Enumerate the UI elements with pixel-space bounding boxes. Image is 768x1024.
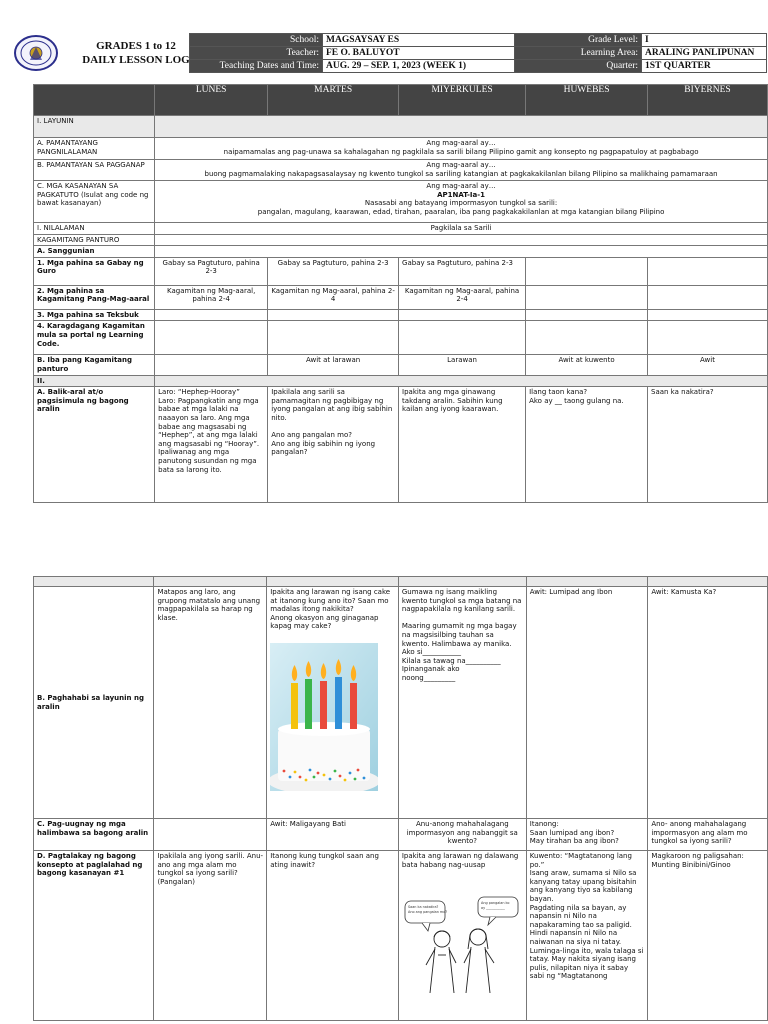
pag-uugnay-biyernes: Ano- anong mahahalagang impormasyon ang alam mo tungkol sa iyong sarili? — [648, 819, 768, 851]
sanggunian-label: A. Sanggunian — [34, 246, 155, 258]
continued-martes — [267, 577, 399, 587]
area-label: Learning Area: — [515, 47, 642, 60]
kagamitan-mag-martes: Kagamitan ng Mag-aaral, pahina 2-4 — [268, 285, 399, 309]
gabay-biyernes — [648, 257, 768, 285]
layunin-row — [34, 116, 768, 138]
pagtalakay-miyerkules-cell — [398, 851, 526, 1021]
pamantayang-label: A. PAMANTAYANG PANGNILALAMAN — [34, 138, 155, 160]
iba-biyernes: Awit — [648, 355, 768, 375]
bubble-left-line2: Ano ang pangalan mo? — [407, 910, 447, 915]
pagtalakay-martes: Itanong kung tungkol saan ang ating inawit? — [267, 851, 399, 1021]
day-huwebes: HUWEBES — [526, 85, 648, 116]
log-title-line2: DAILY LESSON LOG — [82, 54, 190, 66]
dates-value: AUG. 29 – SEP. 1, 2023 (WEEK 1) — [323, 60, 515, 73]
paghahabi-huwebes: Awit: Lumipad ang Ibon — [526, 587, 648, 819]
bubble-right-line1: Ang pangalan ko — [480, 901, 510, 906]
kagamitan-row — [34, 234, 768, 246]
paghahabi-miyerkules: Gumawa ng isang maikling kwento tungkol sa mga batang na nagpapakilala ng kanilang sarili. Maaring gumamit ng mga bagay na magsisilbing tauhan sa kwento. Halimbawa ay manika. Ako si___________ Kilala sa tawag na__________ Ipinanganak ako noong_________ — [398, 587, 526, 819]
karagdagang-lunes — [155, 321, 268, 355]
continued-biyernes — [648, 577, 768, 587]
section-ii-label: II. — [34, 375, 155, 387]
paghahabi-lunes: Matapos ang laro, ang grupong matatalo ang unang magpapakilala sa harap ng klase. — [154, 587, 267, 819]
kagamitan-mag-miyerkules: Kagamitan ng Mag-aaral, pahina 2-4 — [399, 285, 526, 309]
deped-seal-icon — [14, 35, 58, 71]
layunin-label: I. LAYUNIN — [34, 116, 155, 138]
birthday-cake-image — [270, 643, 378, 791]
pagganap-row — [34, 160, 768, 181]
kagamitan-mag-lunes: Kagamitan ng Mag-aaral, pahina 2-4 — [155, 285, 268, 309]
karagdagang-row — [34, 321, 768, 355]
pag-uugnay-label: C. Pag-uugnay ng mga halimbawa sa bagong aralin — [34, 819, 154, 851]
pagtalakay-lunes: Ipakilala ang iyong sarili. Anu-ano ang mga alam mo tungkol sa iyong sarili? (Pangalan) — [154, 851, 267, 1021]
lesson-log-table-continued — [33, 576, 768, 1021]
gabay-label: 1. Mga pahina sa Gabay ng Guro — [34, 257, 155, 285]
gabay-miyerkules: Gabay sa Pagtuturo, pahina 2-3 — [399, 257, 526, 285]
kagamitan-label: KAGAMITANG PANTURO — [34, 234, 155, 246]
school-label: School: — [190, 34, 323, 47]
balik-row — [34, 387, 768, 503]
paghahabi-martes-cell — [267, 587, 399, 819]
iba-martes: Awit at larawan — [268, 355, 399, 375]
paghahabi-row — [34, 587, 768, 819]
day-martes: MARTES — [268, 85, 399, 116]
karagdagang-martes — [268, 321, 399, 355]
nilalaman-row — [34, 223, 768, 235]
pag-uugnay-row — [34, 819, 768, 851]
iba-lunes — [155, 355, 268, 375]
pag-uugnay-martes: Awit: Maligayang Bati — [267, 819, 399, 851]
teksbuk-miyerkules — [399, 309, 526, 321]
pagtalakay-biyernes: Magkaroon ng paligsahan: Munting Binibini/Ginoo — [648, 851, 768, 1021]
gabay-martes: Gabay sa Pagtuturo, pahina 2-3 — [268, 257, 399, 285]
pagganap-label: B. PAMANTAYAN SA PAGGANAP — [34, 160, 155, 181]
section-ii-row — [34, 375, 768, 387]
iba-huwebes: Awit at kuwento — [526, 355, 648, 375]
kasanayan-note: (Isulat ang code ng bawat kasanayan) — [37, 190, 149, 208]
kasanayan-line1: Ang mag-aaral ay… — [426, 182, 496, 190]
quarter-label: Quarter: — [515, 60, 642, 73]
teksbuk-huwebes — [526, 309, 648, 321]
kasanayan-text — [155, 181, 768, 223]
continued-header-row — [34, 577, 768, 587]
kagamitan-mag-row — [34, 285, 768, 309]
area-value: ARALING PANLIPUNAN — [642, 47, 767, 60]
balik-martes: Ipakilala ang sarili sa pamamagitan ng pagbibigay ng iyong pangalan at ang ibig sabihin nito. Ano ang pangalan mo? Ano ang ibig sabihin ng iyong pangalan? — [268, 387, 399, 503]
balik-biyernes: Saan ka nakatira? — [648, 387, 768, 503]
teacher-value: FE O. BALUYOT — [323, 47, 515, 60]
day-lunes: LUNES — [155, 85, 268, 116]
log-title-line1: GRADES 1 to 12 — [96, 40, 176, 52]
pag-uugnay-lunes — [154, 819, 267, 851]
pagganap-text: Ang mag-aaral ay… buong pagmamalaking nakapagsasalaysay ng kwento tungkol sa sariling katangian at pagkakakilanlan bilang Pilipino sa malikhaing pamamaraan — [155, 160, 768, 181]
iba-row — [34, 355, 768, 375]
header — [14, 33, 768, 73]
corner-cell — [34, 85, 155, 116]
paghahabi-label: B. Paghahabi sa layunin ng aralin — [34, 587, 154, 819]
quarter-value: 1ST QUARTER — [642, 60, 767, 73]
teacher-label: Teacher: — [190, 47, 323, 60]
layunin-fill — [155, 116, 768, 138]
teksbuk-martes — [268, 309, 399, 321]
iba-miyerkules: Larawan — [399, 355, 526, 375]
karagdagang-label: 4. Karagdagang Kagamitan mula sa portal ng Learning Code. — [34, 321, 155, 355]
kasanayan-line2: Nasasabi ang batayang impormasyon tungkol sa sarili: pangalan, magulang, kaarawan, edad, tirahan, paaralan, iba pang pagkakakilanlan at mga katangian bilang Pilipino — [257, 199, 665, 216]
balik-huwebes: Ilang taon kana? Ako ay __ taong gulang na. — [526, 387, 648, 503]
bubble-right-line2: ay ___________ — [480, 906, 505, 911]
continued-lunes — [154, 577, 267, 587]
kagamitan-mag-biyernes — [648, 285, 768, 309]
pag-uugnay-huwebes: Itanong: Saan lumipad ang ibon? May tirahan ba ang ibon? — [526, 819, 648, 851]
dates-label: Teaching Dates and Time: — [190, 60, 323, 73]
kagamitan-mag-label: 2. Mga pahina sa Kagamitang Pang-Mag-aaral — [34, 285, 155, 309]
school-value: MAGSAYSAY ES — [323, 34, 515, 47]
kasanayan-row — [34, 181, 768, 223]
paghahabi-biyernes: Awit: Kamusta Ka? — [648, 587, 768, 819]
teksbuk-row — [34, 309, 768, 321]
teksbuk-label: 3. Mga pahina sa Teksbuk — [34, 309, 155, 321]
pagtalakay-label: D. Pagtalakay ng bagong konsepto at paglalahad ng bagong kasanayan #1 — [34, 851, 154, 1021]
pag-uugnay-miyerkules: Anu-anong mahahalagang impormasyon ang nabanggit sa kwento? — [398, 819, 526, 851]
pagtalakay-miyerkules: Ipakita ang larawan ng dalawang bata habang nag-uusap — [401, 852, 519, 869]
sanggunian-row — [34, 246, 768, 258]
kagamitan-fill — [155, 234, 768, 246]
day-miyerkules: MIYERKULES — [399, 85, 526, 116]
pamantayang-text: Ang mag-aaral ay… naipamamalas ang pag-unawa sa kahalagahan ng pagkilala sa sarili bilang Pilipino gamit ang konsepto ng pagpapatuloy at pagbabago — [155, 138, 768, 160]
day-biyernes: BIYERNES — [648, 85, 768, 116]
kasanayan-label-cell — [34, 181, 155, 223]
continued-huwebes — [526, 577, 648, 587]
kasanayan-label: C. MGA KASANAYAN SA PAGKATUTO — [37, 182, 119, 199]
pagtalakay-row — [34, 851, 768, 1021]
balik-miyerkules: Ipakita ang mga ginawang takdang aralin. Sabihin kung kailan ang iyong kaarawan. — [399, 387, 526, 503]
lesson-log-table — [33, 84, 768, 503]
nilalaman-text: Pagkilala sa Sarili — [155, 223, 768, 235]
iba-label: B. Iba pang Kagamitang panturo — [34, 355, 155, 375]
continued-miyerkules — [398, 577, 526, 587]
karagdagang-huwebes — [526, 321, 648, 355]
karagdagang-miyerkules — [399, 321, 526, 355]
section-ii-fill — [155, 375, 768, 387]
kasanayan-code: AP1NAT-Ia-1 — [437, 190, 486, 199]
gabay-huwebes — [526, 257, 648, 285]
gabay-row — [34, 257, 768, 285]
paghahabi-martes: Ipakita ang larawan ng isang cake at itanong kung ano ito? Saan mo madalas itong nakikita? Anong okasyon ang ginaganap kapag may cake? — [270, 588, 391, 631]
continued-corner — [34, 577, 154, 587]
nilalaman-label: I. NILALAMAN — [34, 223, 155, 235]
karagdagang-biyernes — [648, 321, 768, 355]
pamantayang-row — [34, 138, 768, 160]
gabay-lunes: Gabay sa Pagtuturo, pahina 2-3 — [155, 257, 268, 285]
teksbuk-lunes — [155, 309, 268, 321]
log-title — [70, 39, 202, 67]
teksbuk-biyernes — [648, 309, 768, 321]
grade-value: I — [642, 34, 767, 47]
kagamitan-mag-huwebes — [526, 285, 648, 309]
balik-lunes: Laro: “Hephep-Hooray” Laro: Pagpangkatin ang mga babae at mga lalaki na naaayon sa laro. Ang mga babae ang magsasabi ng “Hephep”, at ang mga lalaki ang magsasabi ng “Hooray”. Ipaliwanag ang mga panutong susundan ng mga bata sa larong ito. — [155, 387, 268, 503]
day-header-row — [34, 85, 768, 116]
pagtalakay-huwebes: Kuwento: “Magtatanong lang po.” Isang araw, sumama si Nilo sa kanyang tatay upang bisitahin ang kanyang tiyo sa kabilang bayan. Pagdating nila sa bayan, ay napansin ni Nilo na napakaraming tao sa paligid. Hindi napansin ni Nilo na naiwanan na siya ni tatay. Luminga-linga ito, wala talaga si tatay. May nakita siyang isang pulis, nilapitan niya it sabay sabi ng “Magtatanong — [526, 851, 648, 1021]
two-children-talking-image — [402, 893, 520, 993]
balik-label: A. Balik-aral at/o pagsisimula ng bagong aralin — [34, 387, 155, 503]
grade-label: Grade Level: — [515, 34, 642, 47]
bubble-left-line1: Saan ka nakatira? — [407, 905, 439, 910]
info-table — [189, 33, 767, 73]
sanggunian-fill — [155, 246, 768, 258]
